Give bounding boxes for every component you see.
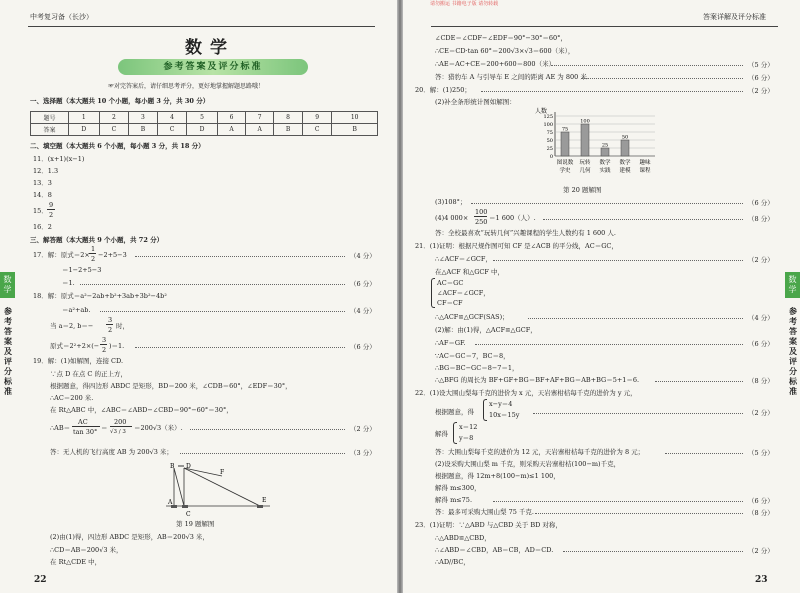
q22-line1: 22．(1)设大围山梨每千克的进价为 x 元，天岩寨柑桔每千克的进价为 y 元， <box>415 389 637 397</box>
car-e <box>257 505 263 508</box>
q19-line2: ∵点 D 在点 C 的正上方， <box>50 370 127 378</box>
watermark: 请勿搬运 书籍电子版 请勿转载 <box>430 1 499 7</box>
y-tick-label: 50 <box>546 138 553 144</box>
score: （6 分） <box>748 74 774 82</box>
dot-leader <box>551 60 743 66</box>
score: （3 分） <box>350 449 376 457</box>
q19-line1: 19．解：(1)如解图，连接 CD. <box>33 357 124 365</box>
q22-line7: 解得 m≤300， <box>435 484 481 492</box>
score: （4 分） <box>748 314 774 322</box>
q22-line9: 答：最多可采购大围山梨 75 千克. <box>435 508 534 516</box>
dot-leader <box>135 342 345 348</box>
car-c <box>182 505 188 508</box>
x-tick-label: 图说数 <box>556 160 574 166</box>
q19-line3: 根据题意，得四边形 ABDC 是矩形，BD＝200 米，∠CDB＝60°，∠EDF＝30°， <box>50 382 292 390</box>
score: （2 分） <box>350 425 376 433</box>
frac-bot: tan 30° <box>73 428 98 436</box>
q18-line3: 当 a＝2, b＝− <box>50 322 94 330</box>
q20-line1: 20．解：(1)250； <box>415 86 471 94</box>
dot-leader <box>655 376 743 382</box>
fig-line <box>174 468 184 506</box>
side-label: 参考答案及评分标准 <box>4 306 12 396</box>
bar <box>601 148 609 156</box>
q21-line1: 21．(1)证明：根据尺规作图可知 CF 是∠ACB 的平分线，AC＝GC， <box>415 242 618 250</box>
x-tick-label: 课程 <box>639 168 651 174</box>
page-number: 22 <box>34 575 47 585</box>
bar <box>561 132 569 156</box>
q18-line3b: 时， <box>116 322 129 330</box>
frac-bar <box>72 426 100 427</box>
q21-line6: CF＝CF <box>437 299 463 307</box>
dot-leader <box>535 508 743 514</box>
brace <box>431 278 435 308</box>
header-rule <box>431 26 778 27</box>
y-axis-label: 人数 <box>535 108 548 115</box>
header-rule <box>28 26 375 27</box>
q20-line5: 答：全校最喜欢“玩转几何”兴趣课程的学生人数约有 1 600 人. <box>435 229 616 237</box>
table-cell: B <box>274 124 303 136</box>
score: （2 分） <box>748 547 774 555</box>
score: （6 分） <box>350 280 376 288</box>
fig-label: E <box>262 497 267 504</box>
dot-leader <box>533 408 743 414</box>
q21-line10: ∵AC＝GC＝7，BC＝8， <box>435 352 510 360</box>
q19-line8: (2)由(1)得，四边形 ABDC 是矩形，AB＝200√3 米， <box>50 533 209 541</box>
fig-label: F <box>220 469 225 476</box>
table-cell: D <box>69 124 100 136</box>
answer-13: 13．3 <box>33 179 52 187</box>
section-1-title: 一、选择题（本大题共 10 个小题，每小题 3 分，共 30 分） <box>30 97 210 105</box>
score: （6 分） <box>748 199 774 207</box>
frac-top: 3 <box>108 316 113 324</box>
sys-eq2: 10x＝15y <box>489 411 520 419</box>
brace <box>483 399 487 421</box>
score: （6 分） <box>748 340 774 348</box>
frac-bot: 2 <box>108 326 113 334</box>
y-tick-label: 25 <box>546 146 553 152</box>
bar <box>581 124 589 156</box>
frac-top: AC <box>78 418 88 426</box>
frac-bot: √3 / 3 <box>110 429 126 435</box>
y-tick-label: 75 <box>546 130 553 136</box>
table-cell: A <box>217 124 245 136</box>
q23-line4: ∴AD//BC， <box>435 558 470 566</box>
fig-label: B <box>170 463 175 470</box>
x-tick-label: 建模 <box>619 168 631 174</box>
dot-leader <box>543 214 743 220</box>
r-line4: 答：猎豹车 A 与引导车 E 之间的距离 AE 为 800 米. <box>435 73 589 81</box>
section-3-title: 三、解答题（本大题共 9 个小题，共 72 分） <box>30 236 164 244</box>
q20-line4b: ＝1 600（人）. <box>489 214 536 222</box>
q22-line2: 根据题意，得 <box>435 408 474 416</box>
section-2-title: 二、填空题（本大题共 6 个小题，每小题 3 分，共 18 分） <box>30 142 205 150</box>
score: （6 分） <box>350 343 376 351</box>
score: （5 分） <box>748 449 774 457</box>
q17-line1: 17．解：原式＝2× <box>33 251 90 259</box>
score: （8 分） <box>748 215 774 223</box>
table-cell: D <box>187 124 218 136</box>
header-left: 中考复习备（长沙） <box>30 13 93 21</box>
fig-label: D <box>186 463 191 470</box>
table-cell: 7 <box>246 112 274 124</box>
answer-15: 15． <box>33 207 48 215</box>
q18-line1: 18．解：原式＝a²−2ab+b²+3ab+3b²−4b² <box>33 292 167 300</box>
table-cell: 答案 <box>31 124 69 136</box>
fig-label: A <box>168 499 173 506</box>
q19-figure <box>160 462 280 520</box>
q21-line11: ∴BG＝BC−GC＝8−7＝1， <box>435 364 519 372</box>
header-right: 答案详解及评分标准 <box>703 13 766 21</box>
note: ☞对完答案后，请仔细思考评分，更好地掌握解题思路哦！ <box>108 83 265 90</box>
q21-line3: 在△ACF 和△GCF 中， <box>435 268 504 276</box>
table-cell: 8 <box>274 112 303 124</box>
frac-top: 3 <box>102 336 107 344</box>
x-tick-label: 玩转 <box>579 160 591 166</box>
x-tick-label: 数学 <box>619 160 631 166</box>
brace <box>453 422 457 444</box>
dot-leader <box>80 279 345 285</box>
dot-leader <box>135 251 345 257</box>
q17-line2: ＝1−2+5−3 <box>62 266 102 274</box>
fig19-caption: 第 19 题解图 <box>176 520 215 528</box>
q19-line9: ∴CD＝AB＝200√3 米， <box>50 546 123 554</box>
right-page <box>403 0 800 593</box>
q18-line4: 原式＝2²+2×(− <box>50 342 100 350</box>
score: （8 分） <box>748 509 774 517</box>
bar-value-label: 100 <box>580 118 590 125</box>
q20-bar-chart <box>533 104 663 186</box>
dot-leader <box>563 546 743 552</box>
q21-line2: ∴∠ACF＝∠GCF， <box>435 255 492 263</box>
score: （4 分） <box>350 307 376 315</box>
frac-bar <box>47 209 55 210</box>
score: （4 分） <box>350 252 376 260</box>
r-line2: ∴CE＝CD·tan 60°＝200√3×√3＝600（米）， <box>435 47 575 55</box>
score: （2 分） <box>748 409 774 417</box>
dot-leader <box>493 496 743 502</box>
answer-11: 11．(x+1)(x−1) <box>33 155 85 163</box>
frac-bot: 2 <box>91 255 96 263</box>
q22-line6: 根据题意，得 12m+8(100−m)≤1 100， <box>435 472 560 480</box>
sys-sol1: x＝12 <box>459 423 478 431</box>
page-number: 23 <box>755 575 768 585</box>
q18-line4b: )＝1. <box>109 342 125 350</box>
table-cell: C <box>99 124 129 136</box>
dot-leader <box>180 448 345 454</box>
page-title: 数学 <box>185 38 235 58</box>
q21-line8: (2)解：由(1)得，△ACF≌△GCF， <box>435 326 537 334</box>
x-tick-label: 实践 <box>599 168 611 174</box>
bar-value-label: 75 <box>561 126 569 133</box>
table-cell: 题号 <box>31 112 69 124</box>
table-cell: 1 <box>69 112 100 124</box>
q20-line4: (4)4 000× <box>435 214 469 222</box>
frac-top: 200 <box>114 418 127 426</box>
dot-leader <box>493 255 743 261</box>
dot-leader <box>481 86 743 92</box>
score: （5 分） <box>748 61 774 69</box>
q23-line1: 23．(1)证明：∵△ABD 与△CBD 关于 BD 对称， <box>415 521 562 529</box>
q20-line3: (3)108°； <box>435 198 467 206</box>
frac-bar <box>89 253 96 254</box>
y-tick-label: 100 <box>543 122 553 128</box>
table-cell: 4 <box>157 112 187 124</box>
q19-line6: ∴AB＝ <box>50 424 71 432</box>
q21-line5: ∠ACF＝∠GCF， <box>437 289 490 297</box>
dot-leader <box>190 424 345 430</box>
q19-line10: 在 Rt△CDE 中， <box>50 558 102 566</box>
dot-leader <box>665 448 743 454</box>
q19-line7: 答：无人机的飞行高度 AB 为 200√3 米； <box>50 448 173 456</box>
bar <box>621 140 629 156</box>
q22-line3: 解得 <box>435 430 448 438</box>
left-page <box>0 0 397 593</box>
table-cell: 3 <box>129 112 158 124</box>
q23-line3: ∴∠ABD＝∠CBD，AB＝CB，AD＝CD. <box>435 546 554 554</box>
x-tick-label: 数学 <box>599 160 611 166</box>
table-cell: 2 <box>99 112 129 124</box>
dot-leader <box>100 306 345 312</box>
subject-tab <box>785 272 800 298</box>
subject-tab-label: 数学 <box>3 275 12 294</box>
table-cell: A <box>246 124 274 136</box>
fig-label: C <box>186 511 191 518</box>
frac-bar <box>100 344 107 345</box>
x-tick-label: 学史 <box>559 168 571 174</box>
answer-12: 12．1.3 <box>33 167 59 175</box>
frac-top: 1 <box>91 245 96 253</box>
score: （2 分） <box>748 87 774 95</box>
q17-line3: ＝1. <box>62 279 75 287</box>
sys-eq1: x−y＝4 <box>489 400 513 408</box>
frac-bot: 2 <box>49 211 54 219</box>
subject-tab <box>0 272 15 298</box>
r-line1: ∠CDE＝∠CDF−∠EDF＝90°−30°＝60°， <box>435 34 567 42</box>
side-label: 参考答案及评分标准 <box>789 306 797 396</box>
dot-leader <box>528 313 743 319</box>
answer-banner <box>118 59 308 75</box>
y-tick-label: 125 <box>543 114 553 120</box>
table-row-numbers <box>31 112 378 124</box>
x-tick-label: 几何 <box>579 168 591 174</box>
table-cell: 5 <box>187 112 218 124</box>
fig20-caption: 第 20 题解图 <box>563 186 602 194</box>
choice-answer-table <box>30 111 378 136</box>
frac-bar <box>474 216 487 217</box>
table-cell: 6 <box>217 112 245 124</box>
y-tick-label: 0 <box>549 154 553 160</box>
frac-bar <box>106 324 113 325</box>
table-cell: 9 <box>302 112 332 124</box>
score: （6 分） <box>748 497 774 505</box>
sys-sol2: y＝8 <box>459 434 474 442</box>
table-cell: B <box>332 124 378 136</box>
dot-leader <box>581 73 743 79</box>
frac-bar <box>110 426 132 427</box>
q23-line2: ∴△ABD≌△CBD， <box>435 534 491 542</box>
q21-line12: ∴△BFG 的周长为 BF+GF+BG＝BF+AF+BG＝AB+BG＝5+1＝6. <box>435 376 640 384</box>
answer-14: 14．8 <box>33 191 52 199</box>
q19-line4: ∴AC＝200 米. <box>50 394 94 402</box>
frac-top: 9 <box>49 201 54 209</box>
q21-line9: ∴AF＝GF. <box>435 339 466 347</box>
q22-line5: (2)设采购大围山梨 m 千克，则采购天岩寨柑桔(100−m)千克， <box>435 460 621 468</box>
table-cell: C <box>302 124 332 136</box>
q21-line4: AC＝GC <box>437 279 464 287</box>
q17-line1b: −2+5−3 <box>98 251 127 259</box>
table-cell: B <box>129 124 158 136</box>
q19-line5: 在 Rt△ABC 中，∠ABC＝∠ABD−∠CBD＝90°−60°＝30°， <box>50 406 233 414</box>
subject-tab-label: 数学 <box>788 275 797 294</box>
bar-value-label: 50 <box>621 134 629 141</box>
q21-line7: ∴△ACF≌△GCF(SAS)； <box>435 313 509 321</box>
frac-top: 100 <box>475 208 488 216</box>
frac-bot: 2 <box>102 346 107 354</box>
frac-bot: 250 <box>475 218 488 226</box>
table-cell: 10 <box>332 112 378 124</box>
x-tick-label: 趣味 <box>639 160 651 166</box>
q22-line4: 答：大围山梨每千克的进价为 12 元，天岩寨柑桔每千克的进价为 8 元； <box>435 448 645 456</box>
q20-line2: (2)补全条形统计图如解图： <box>435 98 516 106</box>
dot-leader <box>475 339 743 345</box>
eq: ＝ <box>101 424 108 432</box>
q22-line8: 解得 m≤75. <box>435 496 473 504</box>
score: （8 分） <box>748 377 774 385</box>
table-row-answers <box>31 124 378 136</box>
dot-leader <box>471 198 743 204</box>
q18-line2: ＝a²+ab. <box>62 306 91 314</box>
bar-value-label: 25 <box>601 142 609 149</box>
banner-text: 参考答案及评分标准 <box>163 62 263 72</box>
score: （2 分） <box>748 256 774 264</box>
answer-16: 16．2 <box>33 223 52 231</box>
q19-line6b: ＝200√3（米）. <box>134 424 183 432</box>
r-line3: ∴AE＝AC+CE＝200+600＝800（米）. <box>435 60 558 68</box>
table-cell: C <box>157 124 187 136</box>
